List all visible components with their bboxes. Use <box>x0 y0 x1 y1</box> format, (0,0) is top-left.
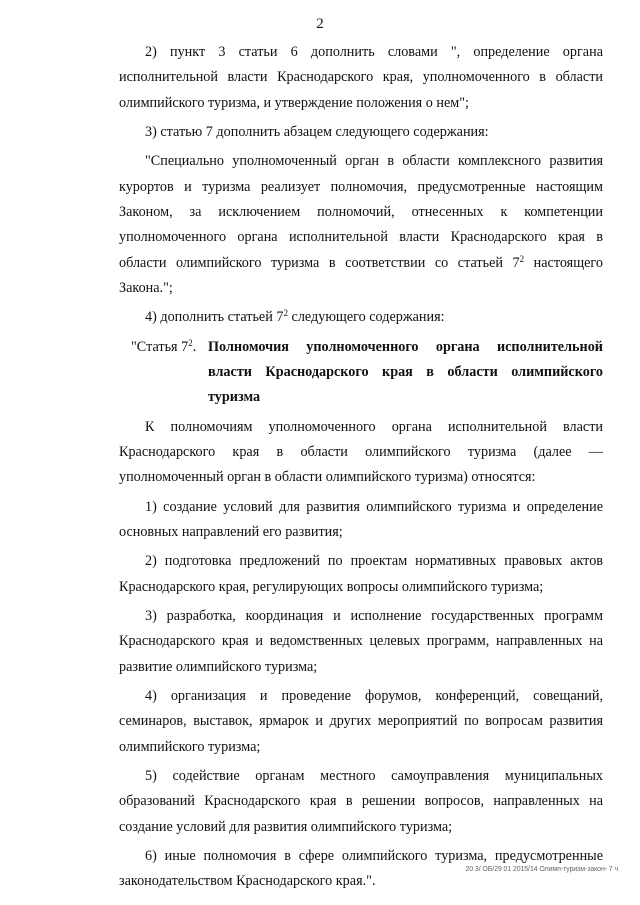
list-item: 6) иные полномочия в сфере олимпийского туризма, предусмотренные законодательством Краснодарского края.". <box>119 847 603 890</box>
added-paragraph-text-end: настоящего Закона."; <box>119 254 603 297</box>
amendment-item-4 <box>119 305 603 330</box>
article-title: Полномочия уполномоченного органа исполнительной власти Краснодарского края в области олимпийского туризма <box>208 338 603 406</box>
list-item: 1) создание условий для развития олимпийского туризма и определение основных направлений его развития; <box>119 498 603 541</box>
document-body <box>119 40 603 899</box>
list-item: 4) организация и проведение форумов, конференций, совещаний, семинаров, выставок, ярмарок и других мероприятий по вопросам развития олимпийского туризма; <box>119 687 603 755</box>
added-paragraph-article-7 <box>119 149 603 301</box>
list-item: 5) содействие органам местного самоуправления муниципальных образований Краснодарского края в решении вопросов, направленных на создание условий для развития олимпийского туризма; <box>119 767 603 835</box>
list-item: 3) разработка, координация и исполнение государственных программ Краснодарского края и ведомственных целевых программ, направленных на развитие олимпийского туризма; <box>119 607 603 675</box>
article-heading <box>119 335 603 411</box>
superscript: 2 <box>188 337 193 348</box>
superscript: 2 <box>519 253 525 264</box>
amendment-item-3: 3) статью 7 дополнить абзацем следующего содержания: <box>145 124 489 141</box>
superscript: 2 <box>283 308 288 319</box>
amendment-item-2: 2) пункт 3 статьи 6 дополнить словами ", определение органа исполнительной власти Краснодарского края, уполномоченного в области олимпийского туризма, и утверждение положения о нем"; <box>119 44 603 111</box>
article-label-dot: . <box>192 338 197 355</box>
article-label-text: "Статья 7 <box>131 338 189 355</box>
page-number: 2 <box>316 16 324 32</box>
amendment-item-4-text: 4) дополнить статьей 7 <box>145 309 284 326</box>
amendment-item-4-text-end: следующего содержания: <box>287 309 445 326</box>
article-label <box>119 335 208 360</box>
footer-file-reference: 20 3/ ОБ/29 01 2015/14 Олимп-туризм-закон- 7 ч <box>465 866 618 873</box>
list-item: 2) подготовка предложений по проектам нормативных правовых актов Краснодарского края, регулирующих вопросы олимпийского туризма; <box>119 553 603 595</box>
added-paragraph-text: "Специально уполномоченный орган в области комплексного развития курортов и туризма реализует полномочия, предусмотренные настоящим Законом, за исключением полномочий, отнесенных к компетенции уполномоченного органа исполнительной власти Краснодарского края в области олимпийского туризма в соответствии со статьей 7 <box>119 153 603 271</box>
powers-intro: К полномочиям уполномоченного органа исполнительной власти Краснодарского края в области олимпийского туризма (далее — уполномоченный орган в области олимпийского туризма) относятся: <box>119 418 603 486</box>
